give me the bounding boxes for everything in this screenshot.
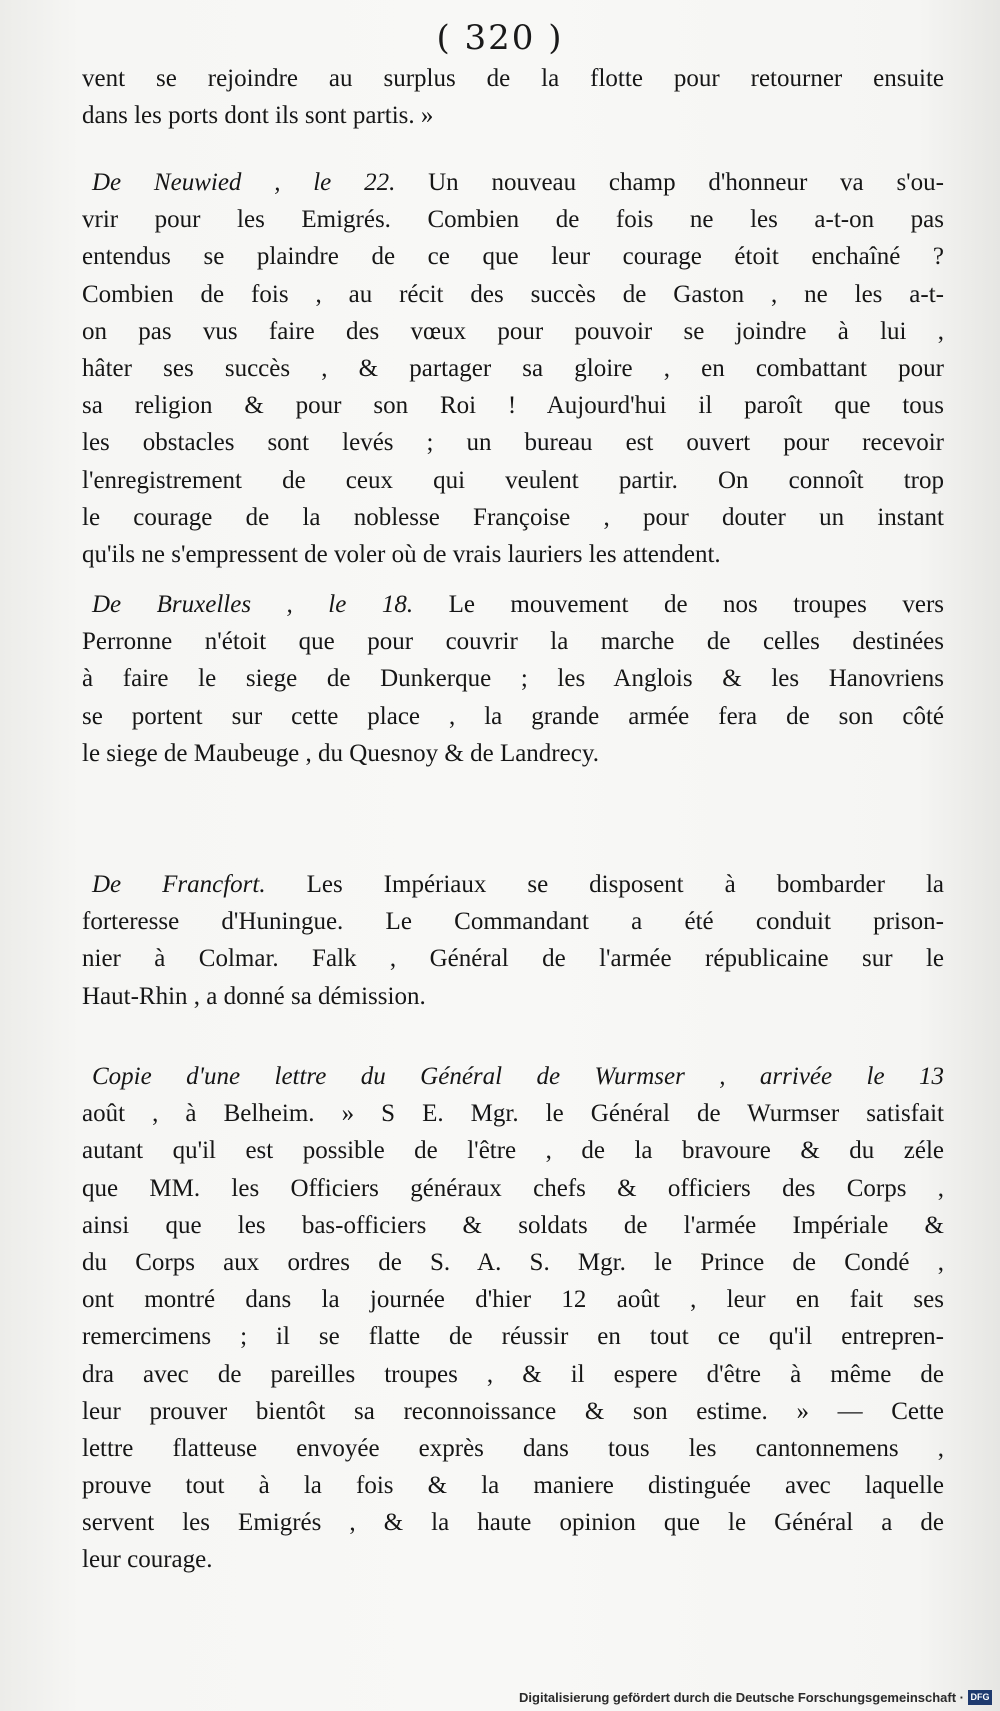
text-line: vrir pour les Emigrés. Combien de fois ne les a-t-on pas — [82, 206, 944, 234]
text-line: lettre flatteuse envoyée exprès dans tous les cantonnemens , — [82, 1434, 944, 1462]
text-line: on pas vus faire des vœux pour pouvoir se joindre à lui , — [82, 317, 944, 345]
text-line: le courage de la noblesse Françoise , pour douter un instant — [82, 503, 944, 531]
text-line: Combien de fois , au récit des succès de Gaston , ne les a-t- — [82, 280, 944, 308]
digitization-credit — [519, 1690, 992, 1705]
text-line: forteresse d'Huningue. Le Commandant a été conduit prison- — [82, 908, 944, 936]
dfg-logo: DFG — [968, 1690, 992, 1705]
letter-heading: Copie d'une lettre du Général de Wurmser , arrivée le 13 — [92, 1063, 944, 1090]
paragraph-neuwied — [82, 164, 944, 573]
text-line: entendus se plaindre de ce que leur courage étoit enchaîné ? — [82, 243, 944, 271]
text-line: hâter ses succès , & partager sa gloire , en combattant pour — [82, 354, 944, 382]
text-line: ont montré dans la journée d'hier 12 août , leur en fait ses — [82, 1286, 944, 1314]
text-line: sa religion & pour son Roi ! Aujourd'hui il paroît que tous — [82, 392, 944, 420]
text-line: à faire le siege de Dunkerque ; les Anglois & les Hanovriens — [82, 665, 944, 693]
text-line — [82, 164, 944, 201]
text-line: qu'ils ne s'empressent de voler où de vrais lauriers les attendent. — [82, 540, 721, 568]
text-line: autant qu'il est possible de l'être , de la bravoure & du zéle — [82, 1137, 944, 1165]
text-line: que MM. les Officiers généraux chefs & officiers des Corps , — [82, 1174, 944, 1202]
paragraph-1 — [82, 60, 944, 134]
text-line: leur courage. — [82, 1546, 213, 1574]
text-line — [82, 586, 944, 623]
text-line: dra avec de pareilles troupes , & il espere d'être à même de — [82, 1360, 944, 1388]
text-fragment: Le mouvement de nos troupes vers — [413, 591, 944, 618]
dateline: De Francfort. — [92, 871, 266, 898]
paragraph-francfort — [82, 866, 944, 1015]
text-line — [82, 1058, 944, 1095]
text-line — [82, 866, 944, 903]
text-line: nier à Colmar. Falk , Général de l'armée républicaine sur le — [82, 945, 944, 973]
text-line: ainsi que les bas-officiers & soldats de l'armée Impériale & — [82, 1211, 944, 1239]
dateline: De Bruxelles , le 18. — [92, 591, 414, 618]
text-line: remercimens ; il se flatte de réussir en tout ce qu'il entrepren- — [82, 1323, 944, 1351]
text-line: l'enregistrement de ceux qui veulent partir. On connoît trop — [82, 466, 944, 494]
text-line: prouve tout à la fois & la maniere distinguée avec laquelle — [82, 1472, 944, 1500]
text-line: les obstacles sont levés ; un bureau est ouvert pour recevoir — [82, 429, 944, 457]
text-line: se portent sur cette place , la grande armée fera de son côté — [82, 702, 944, 730]
text-line: Haut-Rhin , a donné sa démission. — [82, 982, 426, 1010]
text-line: août , à Belheim. » S E. Mgr. le Général de Wurmser satisfait — [82, 1100, 944, 1128]
dateline: De Neuwied , le 22. — [92, 169, 396, 196]
text-line: Perronne n'étoit que pour couvrir la marche de celles destinées — [82, 628, 944, 656]
text-line: du Corps aux ordres de S. A. S. Mgr. le Prince de Condé , — [82, 1248, 944, 1276]
text-line: leur prouver bientôt sa reconnoissance & son estime. » — Cette — [82, 1397, 944, 1425]
text-line: servent les Emigrés , & la haute opinion que le Général a de — [82, 1509, 944, 1537]
text-fragment: Les Impériaux se disposent à bombarder la — [265, 871, 944, 898]
text-fragment: Un nouveau champ d'honneur va s'ou- — [395, 169, 944, 196]
text-line: dans les ports dont ils sont partis. » — [82, 102, 434, 130]
paragraph-bruxelles — [82, 586, 944, 772]
page-number: ( 320 ) — [436, 18, 564, 58]
paragraph-letter — [82, 1058, 944, 1579]
text-line: vent se rejoindre au surplus de la flotte pour retourner ensuite — [82, 65, 944, 92]
footer-text: Digitalisierung gefördert durch die Deutsche Forschungsgemeinschaft · — [519, 1690, 964, 1705]
text-line: le siege de Maubeuge , du Quesnoy & de Landrecy. — [82, 739, 599, 767]
